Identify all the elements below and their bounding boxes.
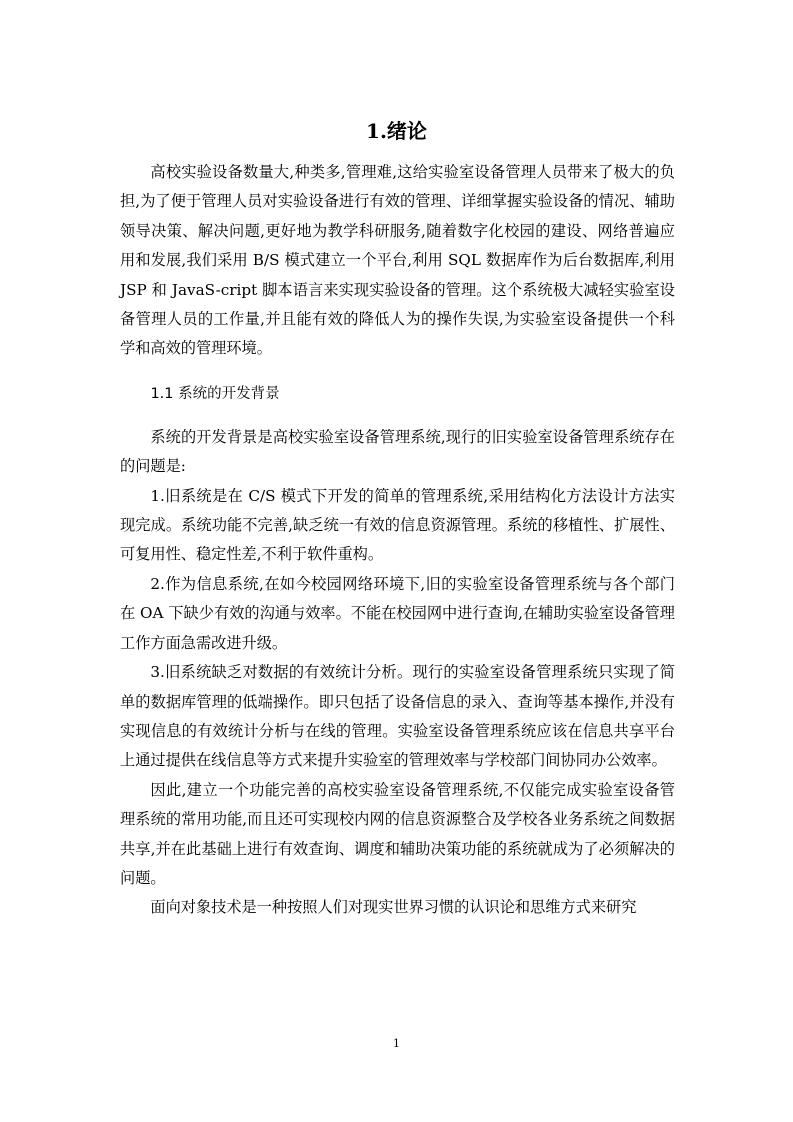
background-paragraph: 系统的开发背景是高校实验室设备管理系统,现行的旧实验室设备管理系统存在的问题是: — [120, 427, 675, 476]
problem-1-paragraph: 1.旧系统是在 C/S 模式下开发的简单的管理系统,采用结构化方法设计方法实现完成。系统功能不完善,缺乏统一有效的信息资源管理。系统的移植性、扩展性、可复用性、稳定性差,不利于软件重构。 — [120, 486, 675, 564]
page-number: 1 — [393, 1037, 400, 1050]
problem-3-paragraph: 3.旧系统缺乏对数据的有效统计分析。现行的实验室设备管理系统只实现了简单的数据库管理的低端操作。即只包括了设备信息的录入、查询等基本操作,并没有实现信息的有效统计分析与在线的管理。实验室设备管理系统应该在信息共享平台上通过提供在线信息等方式来提升实验室的管理效率与学校部门间协同办公效率。 — [120, 663, 675, 770]
problem-2-paragraph: 2.作为信息系统,在如今校园网络环境下,旧的实验室设备管理系统与各个部门在 OA 下缺少有效的沟通与效率。不能在校园网中进行查询,在辅助实验室设备管理工作方面急需改进升级。 — [120, 574, 675, 652]
object-oriented-paragraph: 面向对象技术是一种按照人们对现实世界习惯的认识论和思维方式来研究 — [150, 898, 637, 917]
document-body — [120, 158, 675, 923]
conclusion-paragraph: 因此,建立一个功能完善的高校实验室设备管理系统,不仅能完成实验室设备管理系统的常用功能,而且还可实现校内网的信息资源整合及学校各业务系统之间数据共享,并在此基础上进行有效查询、调度和辅助决策功能的系统就成为了必须解决的问题。 — [120, 780, 675, 887]
intro-paragraph: 高校实验设备数量大,种类多,管理难,这给实验室设备管理人员带来了极大的负担,为了便于管理人员对实验设备进行有效的管理、详细掌握实验设备的情况、辅助领导决策、解决问题,更好地为教学科研服务,随着数字化校园的建设、网络普遍应用和发展,我们采用 B/S 模式建立一个平台,利用 SQL 数据库作为后台数据库,利用 JSP 和 JavaS-cript 脚本语言来实现实验设备的管理。这个系统极大减轻实验室设备管理人员的工作量,并且能有效的降低人为的操作失误,为实验室设备提供一个科学和高效的管理环境。 — [120, 163, 675, 358]
section-heading: 1.1 系统的开发背景 — [150, 385, 280, 402]
chapter-title: 1.绪论 — [366, 119, 427, 144]
